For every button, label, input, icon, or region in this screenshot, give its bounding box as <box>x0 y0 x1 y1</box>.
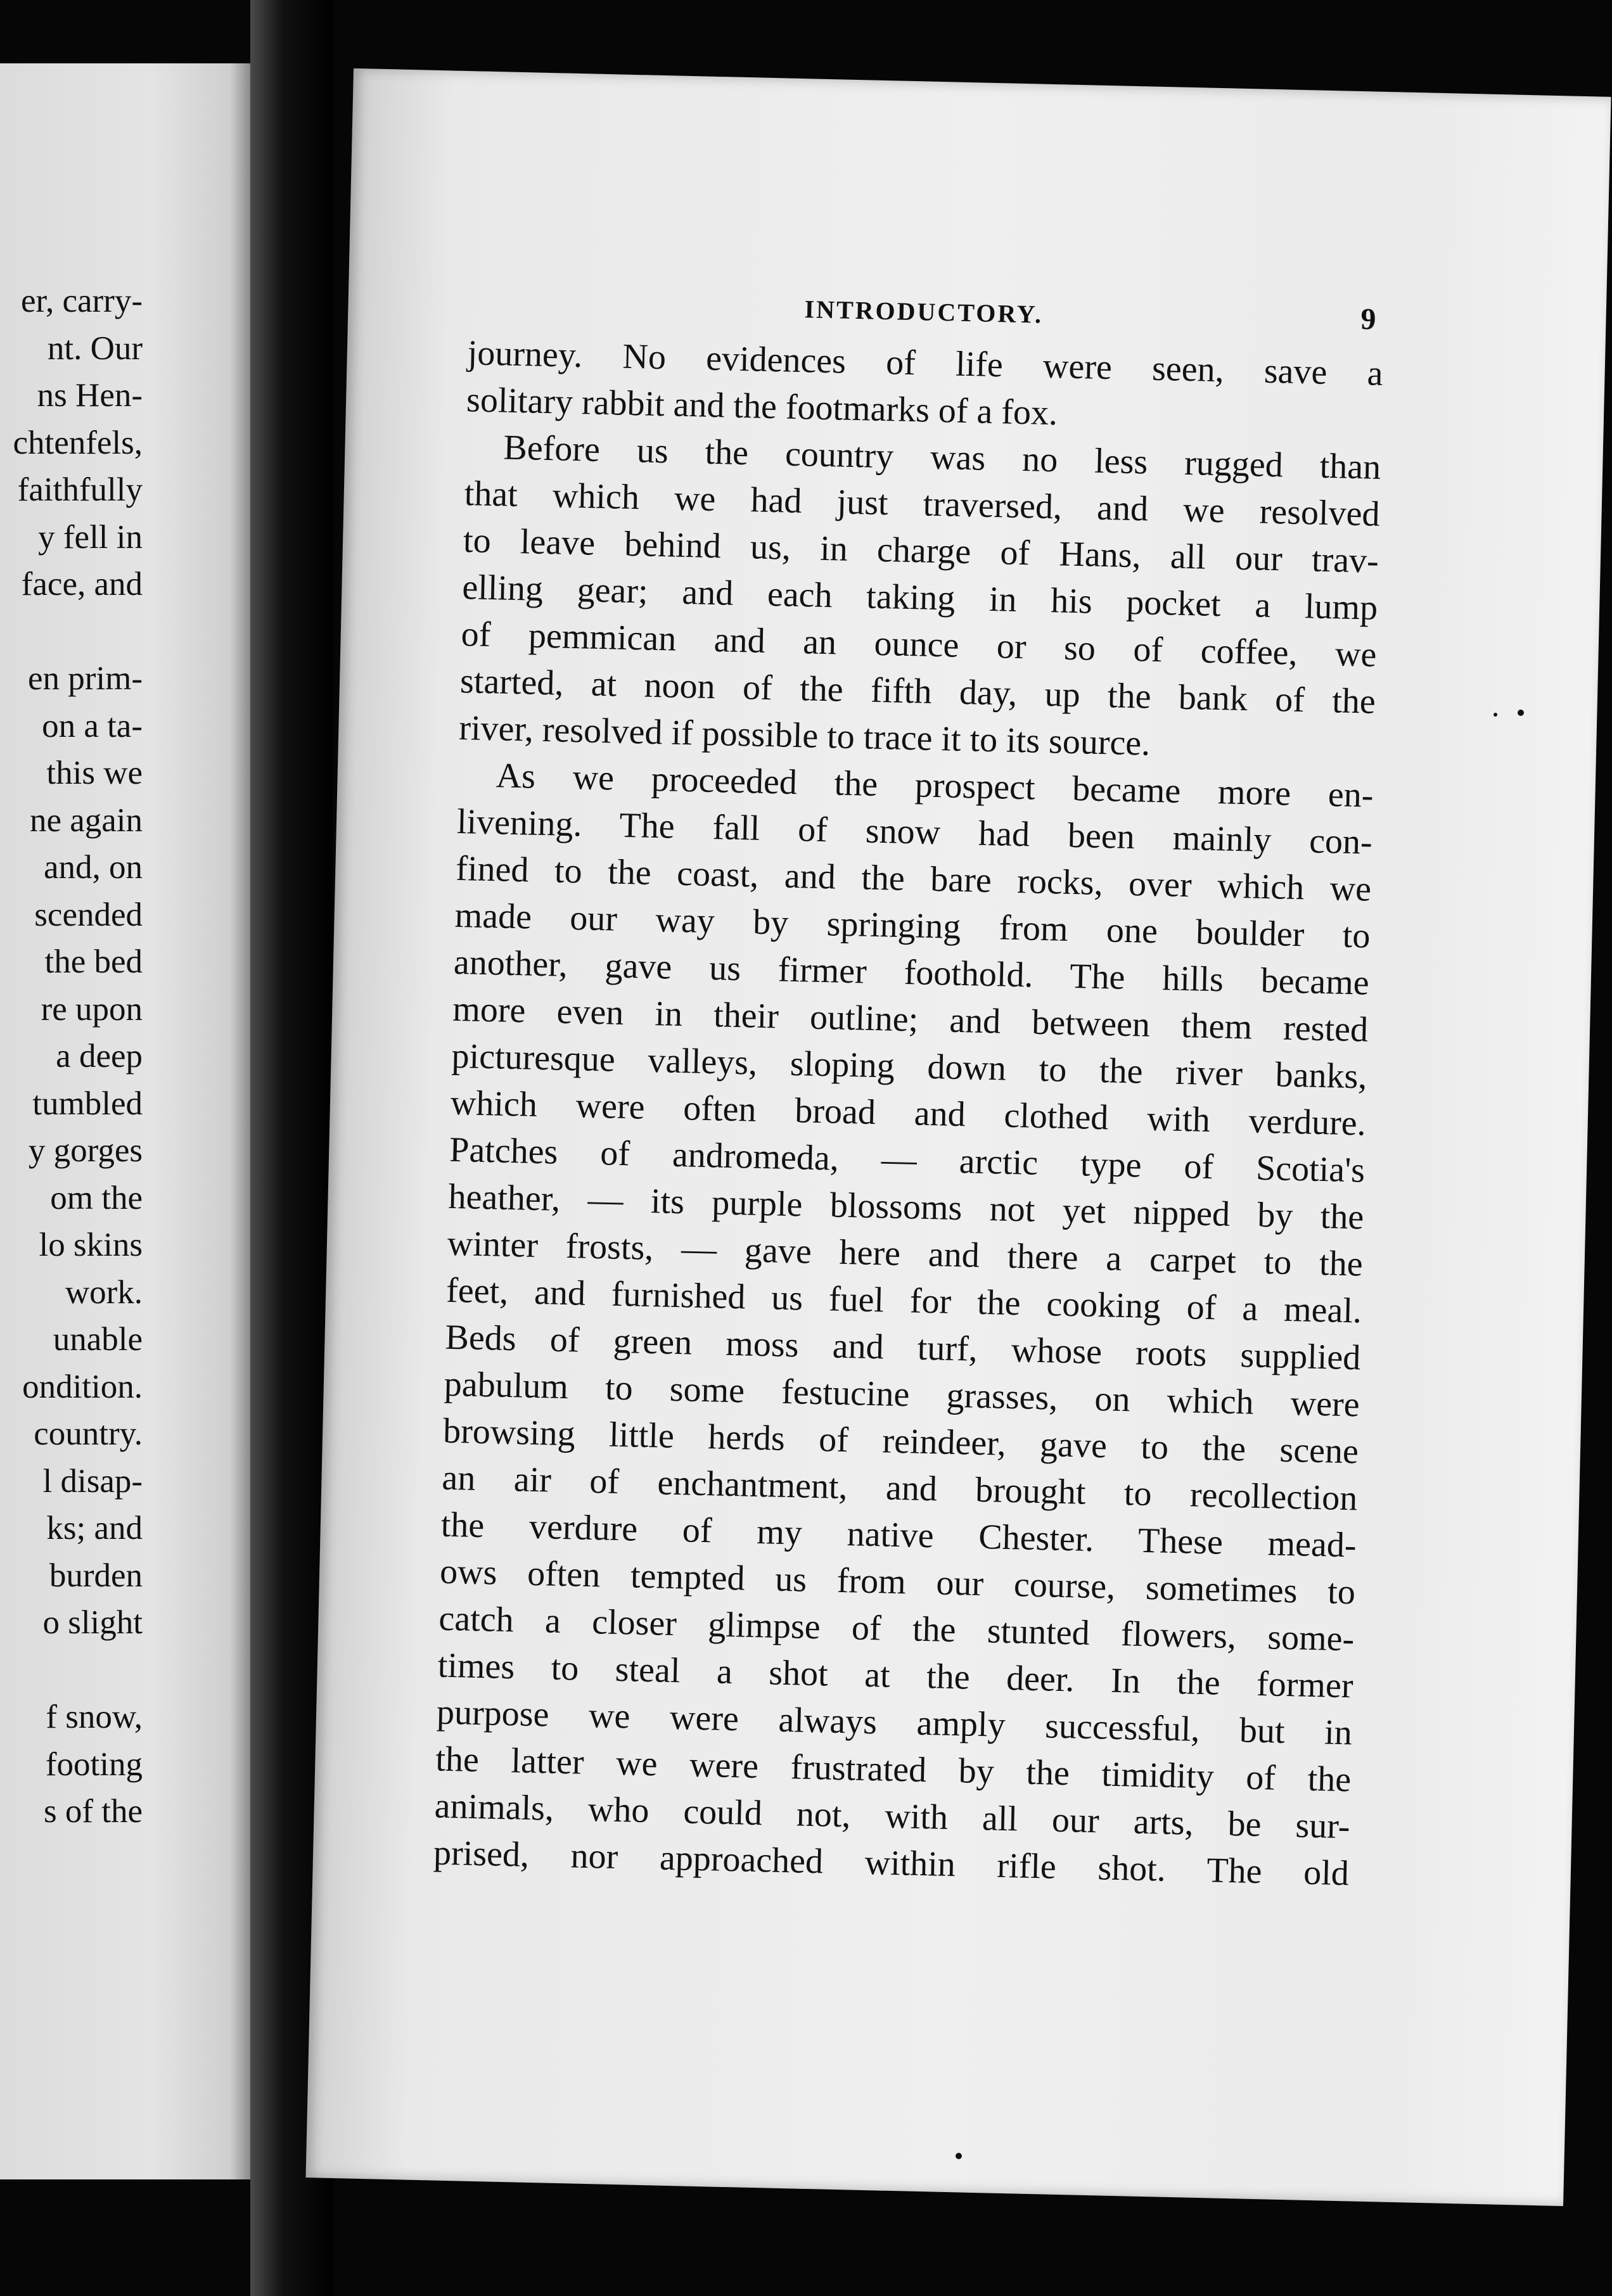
left-page-line: a deep <box>56 1038 143 1075</box>
text-line: which were often broad and clothed with verdure. <box>450 1083 1367 1144</box>
left-page-line: the bed <box>44 943 143 980</box>
text-line: another, gave us firmer foothold. The hills became <box>453 942 1370 1003</box>
left-page-line: lo skins <box>39 1227 143 1263</box>
text-line: catch a closer glimpse of the stunted flowers, some- <box>438 1598 1355 1659</box>
text-line: picturesque valleys, sloping down to the river banks, <box>451 1036 1368 1097</box>
left-page-line: on a ta- <box>42 707 143 744</box>
text-line: Beds of green moss and turf, whose roots supplied <box>444 1317 1361 1378</box>
left-page-line: ks; and <box>46 1510 143 1547</box>
left-page-line: er, carry- <box>20 283 143 319</box>
left-page-line: ondition. <box>22 1368 143 1405</box>
left-page-line: chtenfels, <box>13 424 143 461</box>
page-number: 9 <box>1360 302 1377 336</box>
left-page-line: f snow, <box>46 1699 143 1735</box>
running-head: INTRODUCTORY. <box>804 295 1044 329</box>
text-line: the verdure of my native Chester. These mead- <box>440 1505 1357 1566</box>
text-line: prised, nor approached within rifle shot. The old <box>433 1833 1350 1894</box>
text-line: that which we had just traversed, and we resolved <box>464 474 1381 534</box>
ink-speck <box>1518 710 1524 716</box>
left-page-line: scended <box>34 896 143 933</box>
text-line: winter frosts, — gave here and there a carpet to the <box>447 1223 1364 1284</box>
left-page-line: o slight <box>42 1604 143 1641</box>
text-line: elling gear; and each taking in his pocket a lump <box>461 568 1378 628</box>
left-page-line: tumbled <box>32 1085 143 1122</box>
ink-speck <box>956 2153 962 2159</box>
text-line: purpose we were always amply successful, but in <box>436 1692 1353 1753</box>
text-line: animals, who could not, with all our arts, be sur- <box>434 1786 1351 1847</box>
left-page-line: ne again <box>29 801 143 839</box>
right-page <box>305 68 1611 2206</box>
left-page-line: ns Hen- <box>37 377 143 414</box>
text-line: fined to the coast, and the bare rocks, over which we <box>455 848 1372 909</box>
text-line: to leave behind us, in charge of Hans, all our trav- <box>463 521 1379 581</box>
text-line: ows often tempted us from our course, sometimes to <box>439 1552 1356 1612</box>
ink-speck <box>1494 713 1497 717</box>
text-line: started, at noon of the fifth day, up the bank of the <box>459 661 1376 722</box>
left-page-line: and, on <box>43 849 143 886</box>
text-line: made our way by springing from one boulder to <box>454 895 1371 956</box>
left-page-line: en prim- <box>27 660 143 697</box>
text-line: times to steal a shot at the deer. In the former <box>437 1645 1354 1706</box>
left-page-line: om the <box>50 1179 143 1216</box>
text-line: livening. The fall of snow had been mainly con- <box>456 801 1373 862</box>
text-line: heather, — its purple blossoms not yet nipped by the <box>447 1177 1364 1237</box>
left-page-line: y fell in <box>38 518 143 556</box>
text-line: journey. No evidences of life were seen, save a <box>467 333 1384 393</box>
left-page-line: country. <box>34 1415 143 1452</box>
left-page-line: work. <box>65 1273 143 1311</box>
left-page-line: s of the <box>43 1793 143 1830</box>
text-line: solitary rabbit and the footmarks of a fox. <box>466 380 1058 433</box>
text-line: browsing little herds of reindeer, gave to the scene <box>442 1411 1359 1472</box>
text-line: of pemmican and an ounce or so of coffee, we <box>461 615 1378 675</box>
left-page <box>0 63 250 2179</box>
text-line: the latter we were frustrated by the timidity of the <box>435 1739 1352 1800</box>
left-page-line: y gorges <box>28 1132 143 1169</box>
text-line: Patches of andromeda, — arctic type of Scotia's <box>449 1130 1366 1190</box>
left-page-line: footing <box>45 1745 143 1783</box>
text-line: Before us the country was no less rugged than <box>502 428 1381 487</box>
text-line: As we proceeded the prospect became more en- <box>496 756 1374 815</box>
left-page-line: faithfully <box>17 471 143 508</box>
left-page-line: re upon <box>41 990 143 1028</box>
left-page-line: nt. Our <box>47 329 143 367</box>
left-page-line: burden <box>49 1557 143 1594</box>
text-line: more even in their outline; and between them rested <box>452 989 1369 1050</box>
left-page-line: unable <box>53 1321 143 1358</box>
left-page-line: this we <box>46 755 143 791</box>
body-text <box>433 329 1383 1897</box>
left-page-line: face, and <box>21 566 143 603</box>
text-line: pabulum to some festucine grasses, on which were <box>444 1364 1360 1425</box>
text-line: river, resolved if possible to trace it to its source. <box>458 708 1151 763</box>
left-page-line: l disap- <box>42 1462 143 1500</box>
text-line: feet, and furnished us fuel for the cooking of a meal. <box>445 1270 1362 1331</box>
text-line: an air of enchantment, and brought to recollection <box>441 1458 1358 1519</box>
